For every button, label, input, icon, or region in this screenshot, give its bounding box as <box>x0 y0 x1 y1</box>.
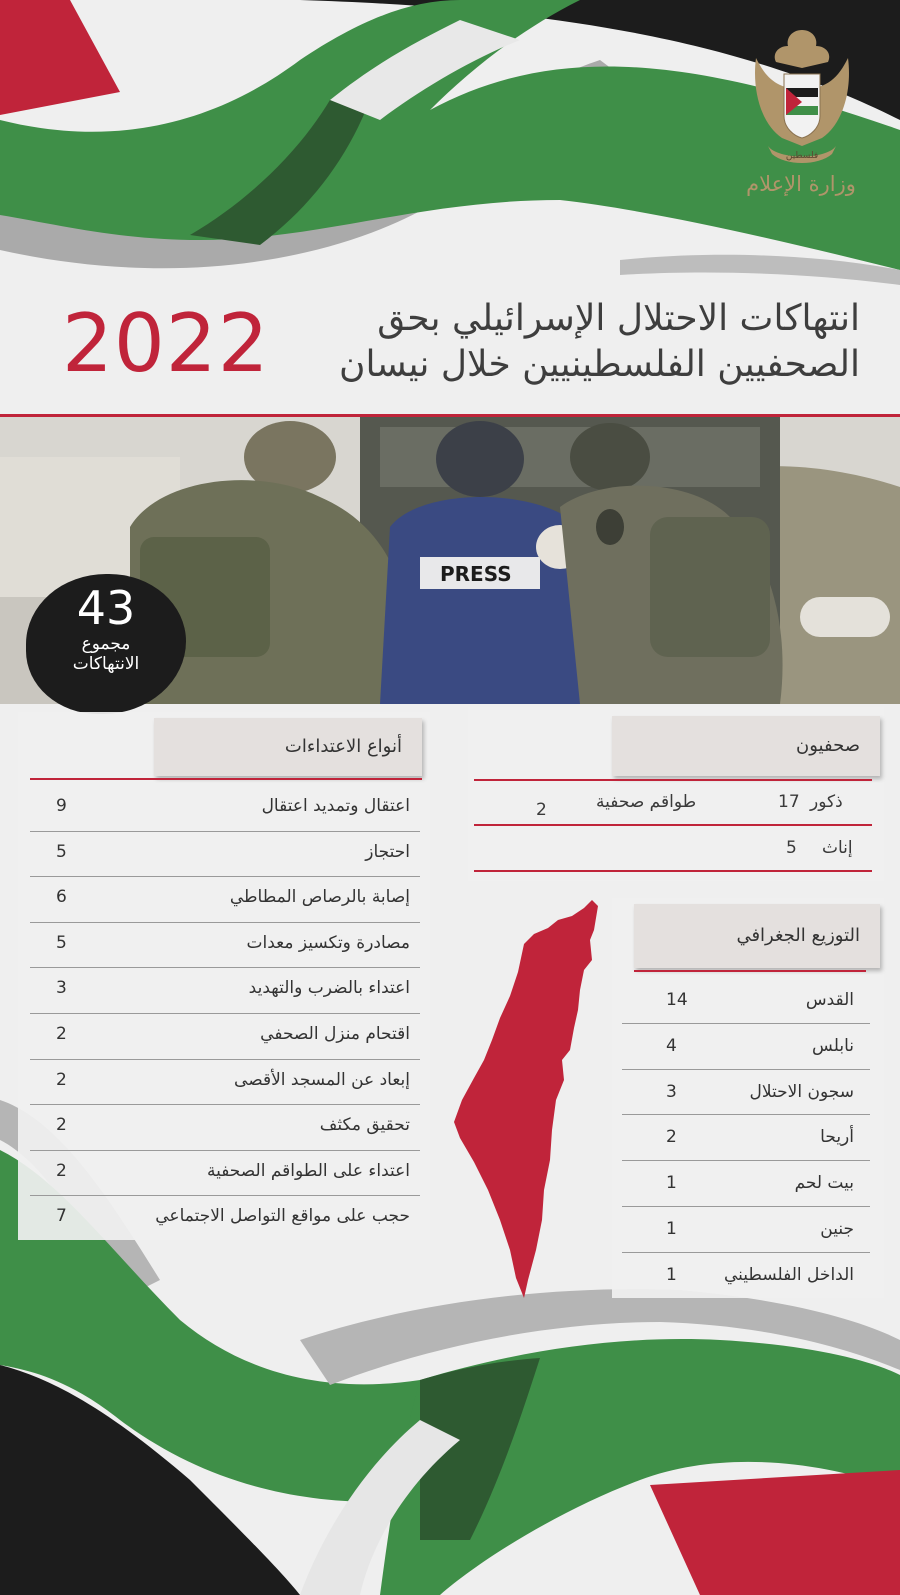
attack-type-label: مصادرة وتكسيز معدات <box>246 932 410 953</box>
attack-type-label: اعتقال وتمديد اعتقال <box>261 796 410 816</box>
geo-header-rule <box>634 970 866 972</box>
attack-type-label: تحقيق مكثف <box>319 1115 410 1136</box>
attack-type-label: حجب على مواقع التواصل الاجتماعي <box>155 1206 410 1227</box>
geo-header: التوزيع الجغرافي <box>634 904 880 968</box>
geo-row <box>622 1207 870 1253</box>
attack-type-value: 7 <box>56 1206 67 1227</box>
attack-type-value: 2 <box>56 1024 67 1044</box>
bottom-red-triangle <box>650 1470 900 1595</box>
geo-row <box>622 1253 870 1299</box>
geo-row <box>622 1024 870 1070</box>
palestine-map-icon <box>452 900 602 1300</box>
total-label-line-1: مجموع <box>81 634 131 654</box>
attack-type-label: احتجاز <box>365 841 410 862</box>
attack-type-value: 5 <box>56 841 67 862</box>
journalists-header-rule <box>474 779 872 781</box>
attack-type-label: إبعاد عن المسجد الأقصى <box>234 1069 410 1090</box>
attack-types-header: أنواع الاعتداءات <box>154 718 422 776</box>
geo-value: 3 <box>666 1081 677 1102</box>
geo-value: 2 <box>666 1127 677 1148</box>
crews-label: طواقم صحفية <box>596 792 697 812</box>
attack-type-label: اعتداء على الطواقم الصحفية <box>206 1160 410 1181</box>
attack-type-value: 2 <box>56 1069 67 1090</box>
females-label: إناث <box>822 838 853 858</box>
journalists-bottom-rule <box>474 870 872 872</box>
attack-type-label: اعتداء بالضرب والتهديد <box>248 978 410 999</box>
attack-type-value: 3 <box>56 978 67 999</box>
attack-type-row <box>30 832 420 878</box>
geo-label: الداخل الفلسطيني <box>723 1264 854 1285</box>
geo-value: 1 <box>666 1264 677 1285</box>
total-number: 43 <box>76 581 136 635</box>
males-value: 17 <box>778 792 800 812</box>
geo-value: 1 <box>666 1219 677 1239</box>
geo-value: 14 <box>666 990 688 1010</box>
attack-type-value: 6 <box>56 887 67 908</box>
attack-type-value: 2 <box>56 1160 67 1181</box>
geo-label: أريحا <box>820 1127 854 1148</box>
vest-press-text: PRESS <box>440 562 512 586</box>
attack-type-value: 5 <box>56 932 67 953</box>
attack-types-header-rule <box>30 778 422 780</box>
attack-type-row <box>30 923 420 969</box>
females-value: 5 <box>786 838 797 858</box>
title-line-2: الصحفيين الفلسطينيين خلال نيسان <box>339 344 860 385</box>
geo-row <box>622 1070 870 1116</box>
title-line-1: انتهاكات الاحتلال الإسرائيلي بحق <box>377 298 860 339</box>
ministry-name: وزارة الإعلام <box>746 172 856 196</box>
attack-type-row <box>30 786 420 832</box>
attack-type-row <box>30 1060 420 1106</box>
attack-type-row <box>30 1151 420 1197</box>
attack-type-label: إصابة بالرصاص المطاطي <box>229 887 410 908</box>
attack-type-row <box>30 1196 420 1242</box>
journalists-header: صحفيون <box>612 716 880 776</box>
journalists-row-rule <box>474 824 872 826</box>
geo-row <box>622 1115 870 1161</box>
geo-row <box>622 1161 870 1207</box>
page-title <box>260 296 860 388</box>
geo-value: 4 <box>666 1035 677 1056</box>
crews-value: 2 <box>536 800 547 820</box>
top-red-triangle <box>0 0 120 115</box>
total-label-line-2: الانتهاكات <box>72 654 140 674</box>
attack-type-label: اقتحام منزل الصحفي <box>260 1024 410 1044</box>
geo-value: 1 <box>666 1173 677 1194</box>
males-label: ذكور <box>810 792 843 812</box>
geo-label: سجون الاحتلال <box>749 1081 854 1102</box>
attack-type-row <box>30 877 420 923</box>
attack-type-value: 9 <box>56 796 67 816</box>
emblem-text: فلسطين <box>785 151 819 161</box>
attack-type-row <box>30 968 420 1014</box>
geo-label: بيت لحم <box>794 1173 854 1194</box>
attack-type-row <box>30 1105 420 1151</box>
geo-label: نابلس <box>812 1035 854 1056</box>
geo-row <box>622 978 870 1024</box>
geo-label: جنين <box>820 1219 854 1239</box>
geo-label: القدس <box>805 990 854 1010</box>
title-year: 2022 <box>62 297 270 390</box>
attack-type-value: 2 <box>56 1115 67 1136</box>
attack-type-row <box>30 1014 420 1060</box>
eagle-emblem-icon <box>748 28 856 168</box>
